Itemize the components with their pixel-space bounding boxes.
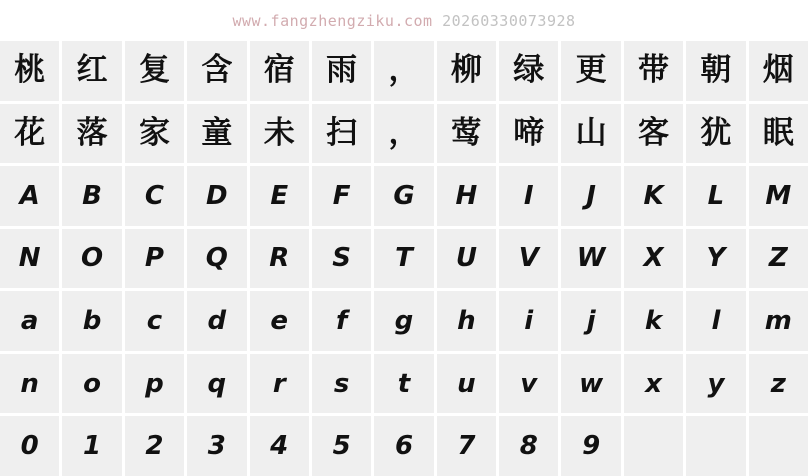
glyph: y — [707, 368, 725, 399]
glyph-cell-lowercase-n-z-12 — [686, 354, 745, 414]
glyph: 桃 — [14, 52, 46, 89]
glyph-cell-lowercase-n-z-7 — [374, 354, 433, 414]
glyph: D — [206, 180, 228, 211]
glyph-cell-digits-5 — [250, 416, 309, 476]
glyph: t — [397, 368, 411, 399]
glyph-cell-digits-13 — [749, 416, 808, 476]
glyph-cell-lowercase-a-m-9 — [499, 291, 558, 351]
glyph: 落 — [76, 114, 108, 151]
glyph: 童 — [201, 114, 233, 151]
glyph: U — [455, 243, 477, 274]
watermark-spacer — [433, 12, 443, 30]
glyph: T — [395, 243, 413, 274]
glyph: 山 — [575, 114, 607, 151]
glyph: N — [18, 243, 41, 274]
glyph: E — [270, 180, 289, 211]
glyph-cell-lowercase-a-m-4 — [187, 291, 246, 351]
glyph-cell-digits-6 — [312, 416, 371, 476]
glyph-cell-uppercase-n-z-12 — [686, 229, 745, 289]
glyph-cell-hanzi-line-1-11 — [624, 41, 683, 101]
glyph-cell-hanzi-line-1-3 — [125, 41, 184, 101]
glyph-cell-hanzi-line-1-8 — [437, 41, 496, 101]
glyph: X — [643, 243, 664, 274]
glyph-cell-lowercase-n-z-10 — [561, 354, 620, 414]
glyph-cell-uppercase-a-m-7 — [374, 166, 433, 226]
glyph: 客 — [638, 114, 670, 151]
glyph-cell-lowercase-n-z-5 — [250, 354, 309, 414]
glyph: I — [523, 180, 534, 211]
glyph: 犹 — [700, 114, 732, 151]
glyph: V — [518, 243, 539, 274]
glyph-cell-digits-8 — [437, 416, 496, 476]
glyph: l — [711, 306, 721, 337]
glyph-cell-hanzi-line-2-3 — [125, 104, 184, 164]
glyph-cell-digits-2 — [62, 416, 121, 476]
watermark-site-url: www.fangzhengziku.com — [232, 11, 433, 30]
glyph-cell-uppercase-a-m-6 — [312, 166, 371, 226]
glyph-cell-lowercase-a-m-1 — [0, 291, 59, 351]
glyph: 朝 — [700, 52, 732, 89]
glyph: B — [82, 180, 102, 211]
glyph-cell-lowercase-a-m-8 — [437, 291, 496, 351]
glyph-cell-lowercase-n-z-1 — [0, 354, 59, 414]
glyph: O — [81, 243, 104, 274]
glyph-cell-lowercase-n-z-9 — [499, 354, 558, 414]
glyph-cell-lowercase-n-z-8 — [437, 354, 496, 414]
glyph-cell-uppercase-n-z-10 — [561, 229, 620, 289]
glyph-cell-uppercase-a-m-12 — [686, 166, 745, 226]
glyph-cell-digits-1 — [0, 416, 59, 476]
glyph-cell-digits-7 — [374, 416, 433, 476]
glyph: z — [770, 368, 786, 399]
glyph-cell-hanzi-line-1-5 — [250, 41, 309, 101]
glyph: 家 — [138, 114, 170, 151]
glyph: R — [269, 243, 290, 274]
glyph-cell-hanzi-line-1-10 — [561, 41, 620, 101]
glyph-cell-lowercase-n-z-6 — [312, 354, 371, 414]
glyph-cell-digits-10 — [561, 416, 620, 476]
glyph-cell-uppercase-n-z-2 — [62, 229, 121, 289]
glyph-cell-uppercase-a-m-13 — [749, 166, 808, 226]
glyph: 3 — [207, 431, 226, 462]
glyph: 红 — [76, 52, 108, 89]
glyph: 9 — [582, 431, 601, 462]
glyph: 带 — [638, 52, 670, 89]
glyph: 未 — [263, 114, 295, 151]
glyph-cell-hanzi-line-2-2 — [62, 104, 121, 164]
glyph-cell-lowercase-a-m-3 — [125, 291, 184, 351]
glyph-cell-lowercase-n-z-11 — [624, 354, 683, 414]
glyph-cell-uppercase-n-z-9 — [499, 229, 558, 289]
glyph-cell-hanzi-line-2-9 — [499, 104, 558, 164]
glyph-cell-lowercase-n-z-4 — [187, 354, 246, 414]
glyph: ， — [388, 52, 420, 89]
glyph: Q — [205, 243, 228, 274]
glyph: 啼 — [513, 114, 545, 151]
glyph: 宿 — [263, 52, 295, 89]
glyph-cell-hanzi-line-2-12 — [686, 104, 745, 164]
glyph: x — [645, 368, 662, 399]
glyph-cell-digits-4 — [187, 416, 246, 476]
glyph-cell-hanzi-line-2-5 — [250, 104, 309, 164]
glyph: g — [394, 306, 414, 337]
glyph: 莺 — [450, 114, 482, 151]
glyph-cell-digits-9 — [499, 416, 558, 476]
glyph: v — [520, 368, 538, 399]
glyph-cell-digits-3 — [125, 416, 184, 476]
glyph: i — [524, 306, 534, 337]
glyph: ， — [388, 114, 420, 151]
glyph: b — [82, 306, 102, 337]
watermark — [0, 0, 808, 41]
glyph: A — [19, 180, 40, 211]
glyph-cell-lowercase-a-m-10 — [561, 291, 620, 351]
glyph-cell-hanzi-line-1-6 — [312, 41, 371, 101]
glyph-cell-hanzi-line-1-2 — [62, 41, 121, 101]
glyph: 更 — [575, 52, 607, 89]
glyph-cell-uppercase-n-z-11 — [624, 229, 683, 289]
glyph-cell-lowercase-n-z-2 — [62, 354, 121, 414]
glyph: 4 — [270, 431, 289, 462]
glyph: 雨 — [326, 52, 358, 89]
glyph-cell-uppercase-a-m-4 — [187, 166, 246, 226]
glyph-grid — [0, 41, 808, 476]
glyph: d — [207, 306, 227, 337]
glyph-cell-lowercase-n-z-3 — [125, 354, 184, 414]
glyph: P — [144, 243, 164, 274]
glyph-cell-uppercase-n-z-3 — [125, 229, 184, 289]
glyph-cell-uppercase-a-m-2 — [62, 166, 121, 226]
glyph: 8 — [519, 431, 538, 462]
glyph-cell-lowercase-a-m-6 — [312, 291, 371, 351]
glyph: 柳 — [450, 52, 482, 89]
glyph-cell-hanzi-line-1-4 — [187, 41, 246, 101]
glyph-cell-uppercase-n-z-7 — [374, 229, 433, 289]
glyph: k — [644, 306, 663, 337]
glyph-cell-uppercase-a-m-3 — [125, 166, 184, 226]
glyph-cell-lowercase-a-m-13 — [749, 291, 808, 351]
glyph: S — [332, 243, 351, 274]
glyph-cell-digits-12 — [686, 416, 745, 476]
glyph-cell-hanzi-line-2-10 — [561, 104, 620, 164]
glyph-cell-lowercase-n-z-13 — [749, 354, 808, 414]
glyph-cell-hanzi-line-2-6 — [312, 104, 371, 164]
glyph-cell-uppercase-a-m-1 — [0, 166, 59, 226]
glyph: r — [272, 368, 286, 399]
glyph: c — [146, 306, 163, 337]
glyph-cell-lowercase-a-m-7 — [374, 291, 433, 351]
glyph: W — [576, 243, 606, 274]
glyph-cell-uppercase-n-z-4 — [187, 229, 246, 289]
glyph: H — [455, 180, 478, 211]
glyph: h — [457, 306, 476, 337]
glyph: 0 — [20, 431, 39, 462]
watermark-timestamp: 20260330073928 — [442, 11, 576, 30]
glyph-cell-hanzi-line-2-13 — [749, 104, 808, 164]
glyph-cell-uppercase-n-z-1 — [0, 229, 59, 289]
glyph-cell-hanzi-line-1-13 — [749, 41, 808, 101]
glyph-cell-lowercase-a-m-11 — [624, 291, 683, 351]
glyph-cell-lowercase-a-m-2 — [62, 291, 121, 351]
glyph: F — [332, 180, 351, 211]
glyph: 眠 — [762, 114, 794, 151]
glyph: 5 — [332, 431, 351, 462]
glyph: Y — [706, 243, 726, 274]
glyph: a — [20, 306, 39, 337]
glyph: u — [457, 368, 476, 399]
glyph: J — [586, 180, 596, 211]
glyph-cell-hanzi-line-1-7 — [374, 41, 433, 101]
glyph-cell-hanzi-line-1-12 — [686, 41, 745, 101]
glyph: o — [83, 368, 101, 399]
glyph: K — [643, 180, 664, 211]
glyph: 绿 — [513, 52, 545, 89]
glyph-cell-hanzi-line-1-9 — [499, 41, 558, 101]
glyph-cell-uppercase-n-z-5 — [250, 229, 309, 289]
glyph-cell-hanzi-line-2-4 — [187, 104, 246, 164]
glyph-cell-uppercase-n-z-8 — [437, 229, 496, 289]
glyph: 1 — [83, 431, 102, 462]
glyph-cell-hanzi-line-2-7 — [374, 104, 433, 164]
glyph-cell-lowercase-a-m-5 — [250, 291, 309, 351]
glyph-cell-hanzi-line-2-11 — [624, 104, 683, 164]
glyph: s — [333, 368, 350, 399]
glyph: p — [145, 368, 164, 399]
glyph: 复 — [138, 52, 170, 89]
glyph: f — [335, 306, 348, 337]
glyph: q — [207, 368, 227, 399]
glyph-cell-hanzi-line-1-1 — [0, 41, 59, 101]
glyph-cell-uppercase-a-m-8 — [437, 166, 496, 226]
glyph: 2 — [145, 431, 164, 462]
glyph: 6 — [394, 431, 414, 462]
glyph-cell-hanzi-line-2-1 — [0, 104, 59, 164]
glyph-cell-uppercase-a-m-9 — [499, 166, 558, 226]
glyph: Z — [768, 243, 788, 274]
glyph-cell-hanzi-line-2-8 — [437, 104, 496, 164]
glyph: 7 — [457, 431, 476, 462]
glyph-cell-uppercase-a-m-10 — [561, 166, 620, 226]
glyph: w — [579, 368, 604, 399]
glyph: 烟 — [762, 52, 794, 89]
glyph-cell-uppercase-n-z-13 — [749, 229, 808, 289]
glyph: L — [707, 180, 725, 211]
glyph: G — [393, 180, 415, 211]
glyph-cell-uppercase-n-z-6 — [312, 229, 371, 289]
glyph: m — [764, 306, 792, 337]
glyph: j — [586, 306, 596, 337]
glyph: e — [270, 306, 289, 337]
glyph: n — [20, 368, 39, 399]
glyph: 扫 — [326, 114, 358, 151]
glyph-cell-uppercase-a-m-5 — [250, 166, 309, 226]
glyph: 花 — [14, 114, 46, 151]
glyph: C — [144, 180, 164, 211]
glyph-cell-uppercase-a-m-11 — [624, 166, 683, 226]
glyph: M — [765, 180, 792, 211]
glyph-cell-lowercase-a-m-12 — [686, 291, 745, 351]
glyph: 含 — [201, 52, 233, 89]
glyph-cell-digits-11 — [624, 416, 683, 476]
